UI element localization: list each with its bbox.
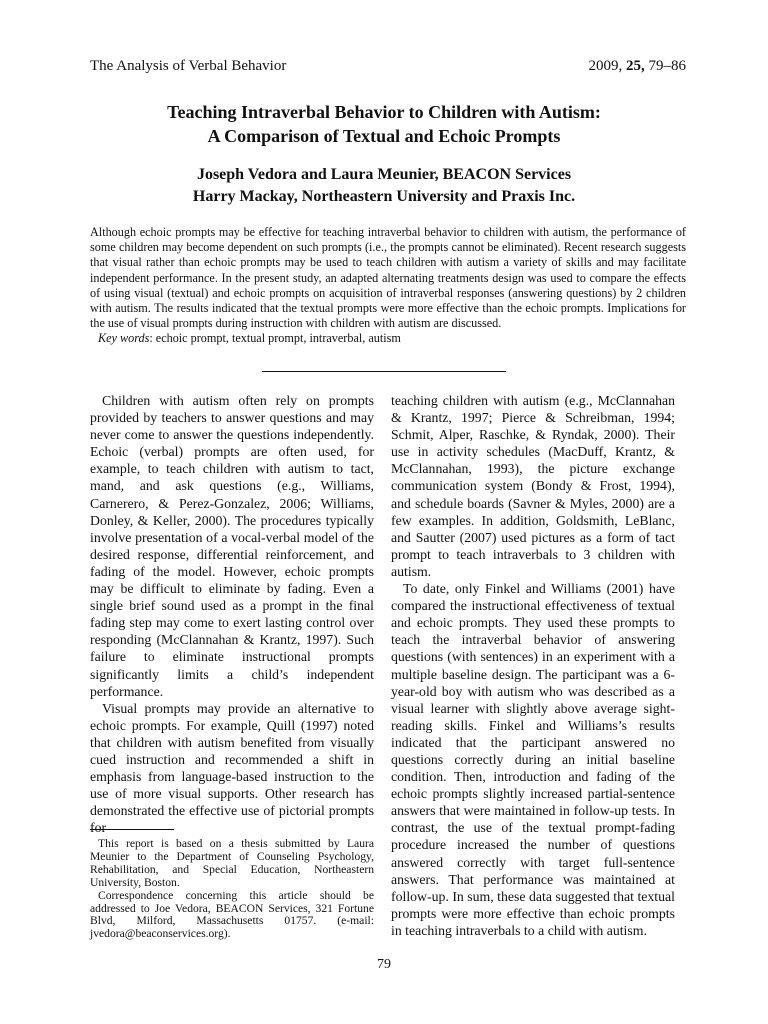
citation-pages: 79–86	[648, 58, 686, 74]
footnote-divider	[90, 829, 174, 830]
citation-volume: 25,	[626, 58, 645, 74]
footnote: This report is based on a thesis submitted by Laura Meunier to the Department of Counseling Psychology, Rehabilitation, and Special Education, Northeastern University, Boston.	[90, 837, 374, 889]
body-paragraph: teaching children with autism (e.g., McClannahan & Krantz, 1997; Pierce & Schreibman, 1994; Schmit, Alper, Raschke, & Ryndak, 2000). Their use in activity schedules (MacDuff, Krantz, & McClannahan, 1993), the picture exchange communication system (Bondy & Frost, 1994), and schedule boards (Savner & Myles, 2000) are a few examples. In addition, Goldsmith, LeBlanc, and Sautter (2007) used pictures as a form of tact prompt to teach intraverbals to 3 children with autism.	[391, 393, 675, 579]
left-column	[90, 392, 374, 836]
authors-line-1: Joseph Vedora and Laura Meunier, BEACON Services	[196, 166, 572, 183]
abstract-text: Although echoic prompts may be effective for teaching intraverbal behavior to children with autism, the performance of some children may become dependent on such prompts (i.e., the prompts cannot be eliminated). Recent research suggests that visual rather than echoic prompts may be used to teach children with autism a variety of skills and may facilitate independent performance. In the present study, an adapted alternating treatments design was used to compare the effects of using visual (textual) and echoic prompts on acquisition of intraverbal responses (answering questions) by 2 children with autism. The results indicated that the textual prompts were more effective than the echoic prompts. Implications for the use of visual prompts during instruction with children with autism are discussed.	[90, 225, 686, 331]
footnotes	[90, 838, 374, 941]
footnote: Correspondence concerning this article should be addressed to Joe Vedora, BEACON Services, 321 Fortune Blvd, Milford, Massachusetts 01757. (e-mail: jvedora@beaconservices.org).	[90, 888, 374, 941]
keywords-list: : echoic prompt, textual prompt, intraverbal, autism	[149, 331, 401, 346]
title-line-2: A Comparison of Textual and Echoic Prompts	[207, 126, 561, 146]
authors-line-2: Harry Mackay, Northeastern University and Praxis Inc.	[192, 188, 576, 205]
article-title	[60, 100, 708, 148]
citation-year: 2009,	[588, 58, 623, 74]
right-column	[391, 392, 675, 939]
keywords	[90, 331, 686, 346]
abstract-divider	[262, 371, 506, 372]
keywords-label: Key words	[98, 331, 150, 346]
body-paragraph: Children with autism often rely on prompts provided by teachers to answer questions and may never come to answer the questions independently. Echoic (verbal) prompts are often used, for example, to teach children with autism to tact, mand, and ask questions (e.g., Williams, Carnerero, & Perez-Gonzalez, 2006; Williams, Donley, & Keller, 2000). The procedures typically involve presentation of a vocal-verbal model of the desired response, differential reinforcement, and fading of the model. However, echoic prompts may be difficult to eliminate by fading. Even a single brief sound used as a prompt in the final fading step may come to exert lasting control over responding (McClannahan & Krantz, 1997). Such failure to eliminate instructional prompts significantly limits a child’s independent performance.	[90, 393, 374, 699]
author-block	[60, 164, 708, 208]
abstract	[90, 225, 686, 347]
running-head	[90, 58, 686, 75]
body-paragraph: To date, only Finkel and Williams (2001) have compared the instructional effectiveness of textual and echoic prompts. They used these prompts to teach the intraverbal behavior of answering questions (with sentences) in an experiment with a multiple baseline design. The participant was a 6-year-old boy with autism who was described as a visual learner with slightly above average sight-reading skills. Finkel and Williams’s results indicated that the participant answered no questions correctly during an initial baseline condition. Then, introduction and fading of the echoic prompts slightly increased partial-sentence answers that were maintained in follow-up tests. In contrast, the use of the textual prompt-fading procedure increased the number of questions answered correctly with target full-sentence answers. That performance was maintained at follow-up. In sum, these data suggested that textual prompts were more effective than echoic prompts in teaching intraverbals to a child with autism.	[391, 581, 675, 938]
citation	[589, 58, 687, 75]
page-number: 79	[377, 957, 391, 972]
journal-name: The Analysis of Verbal Behavior	[90, 58, 287, 74]
body-paragraph: Visual prompts may provide an alternative to echoic prompts. For example, Quill (1997) noted that children with autism benefited from visually cued instruction and recommended a shift in emphasis from language-based instruction to the use of more visual supports. Other research has demonstrated the effective use of pictorial prompts for	[90, 700, 374, 836]
title-line-1: Teaching Intraverbal Behavior to Children with Autism:	[167, 102, 601, 122]
